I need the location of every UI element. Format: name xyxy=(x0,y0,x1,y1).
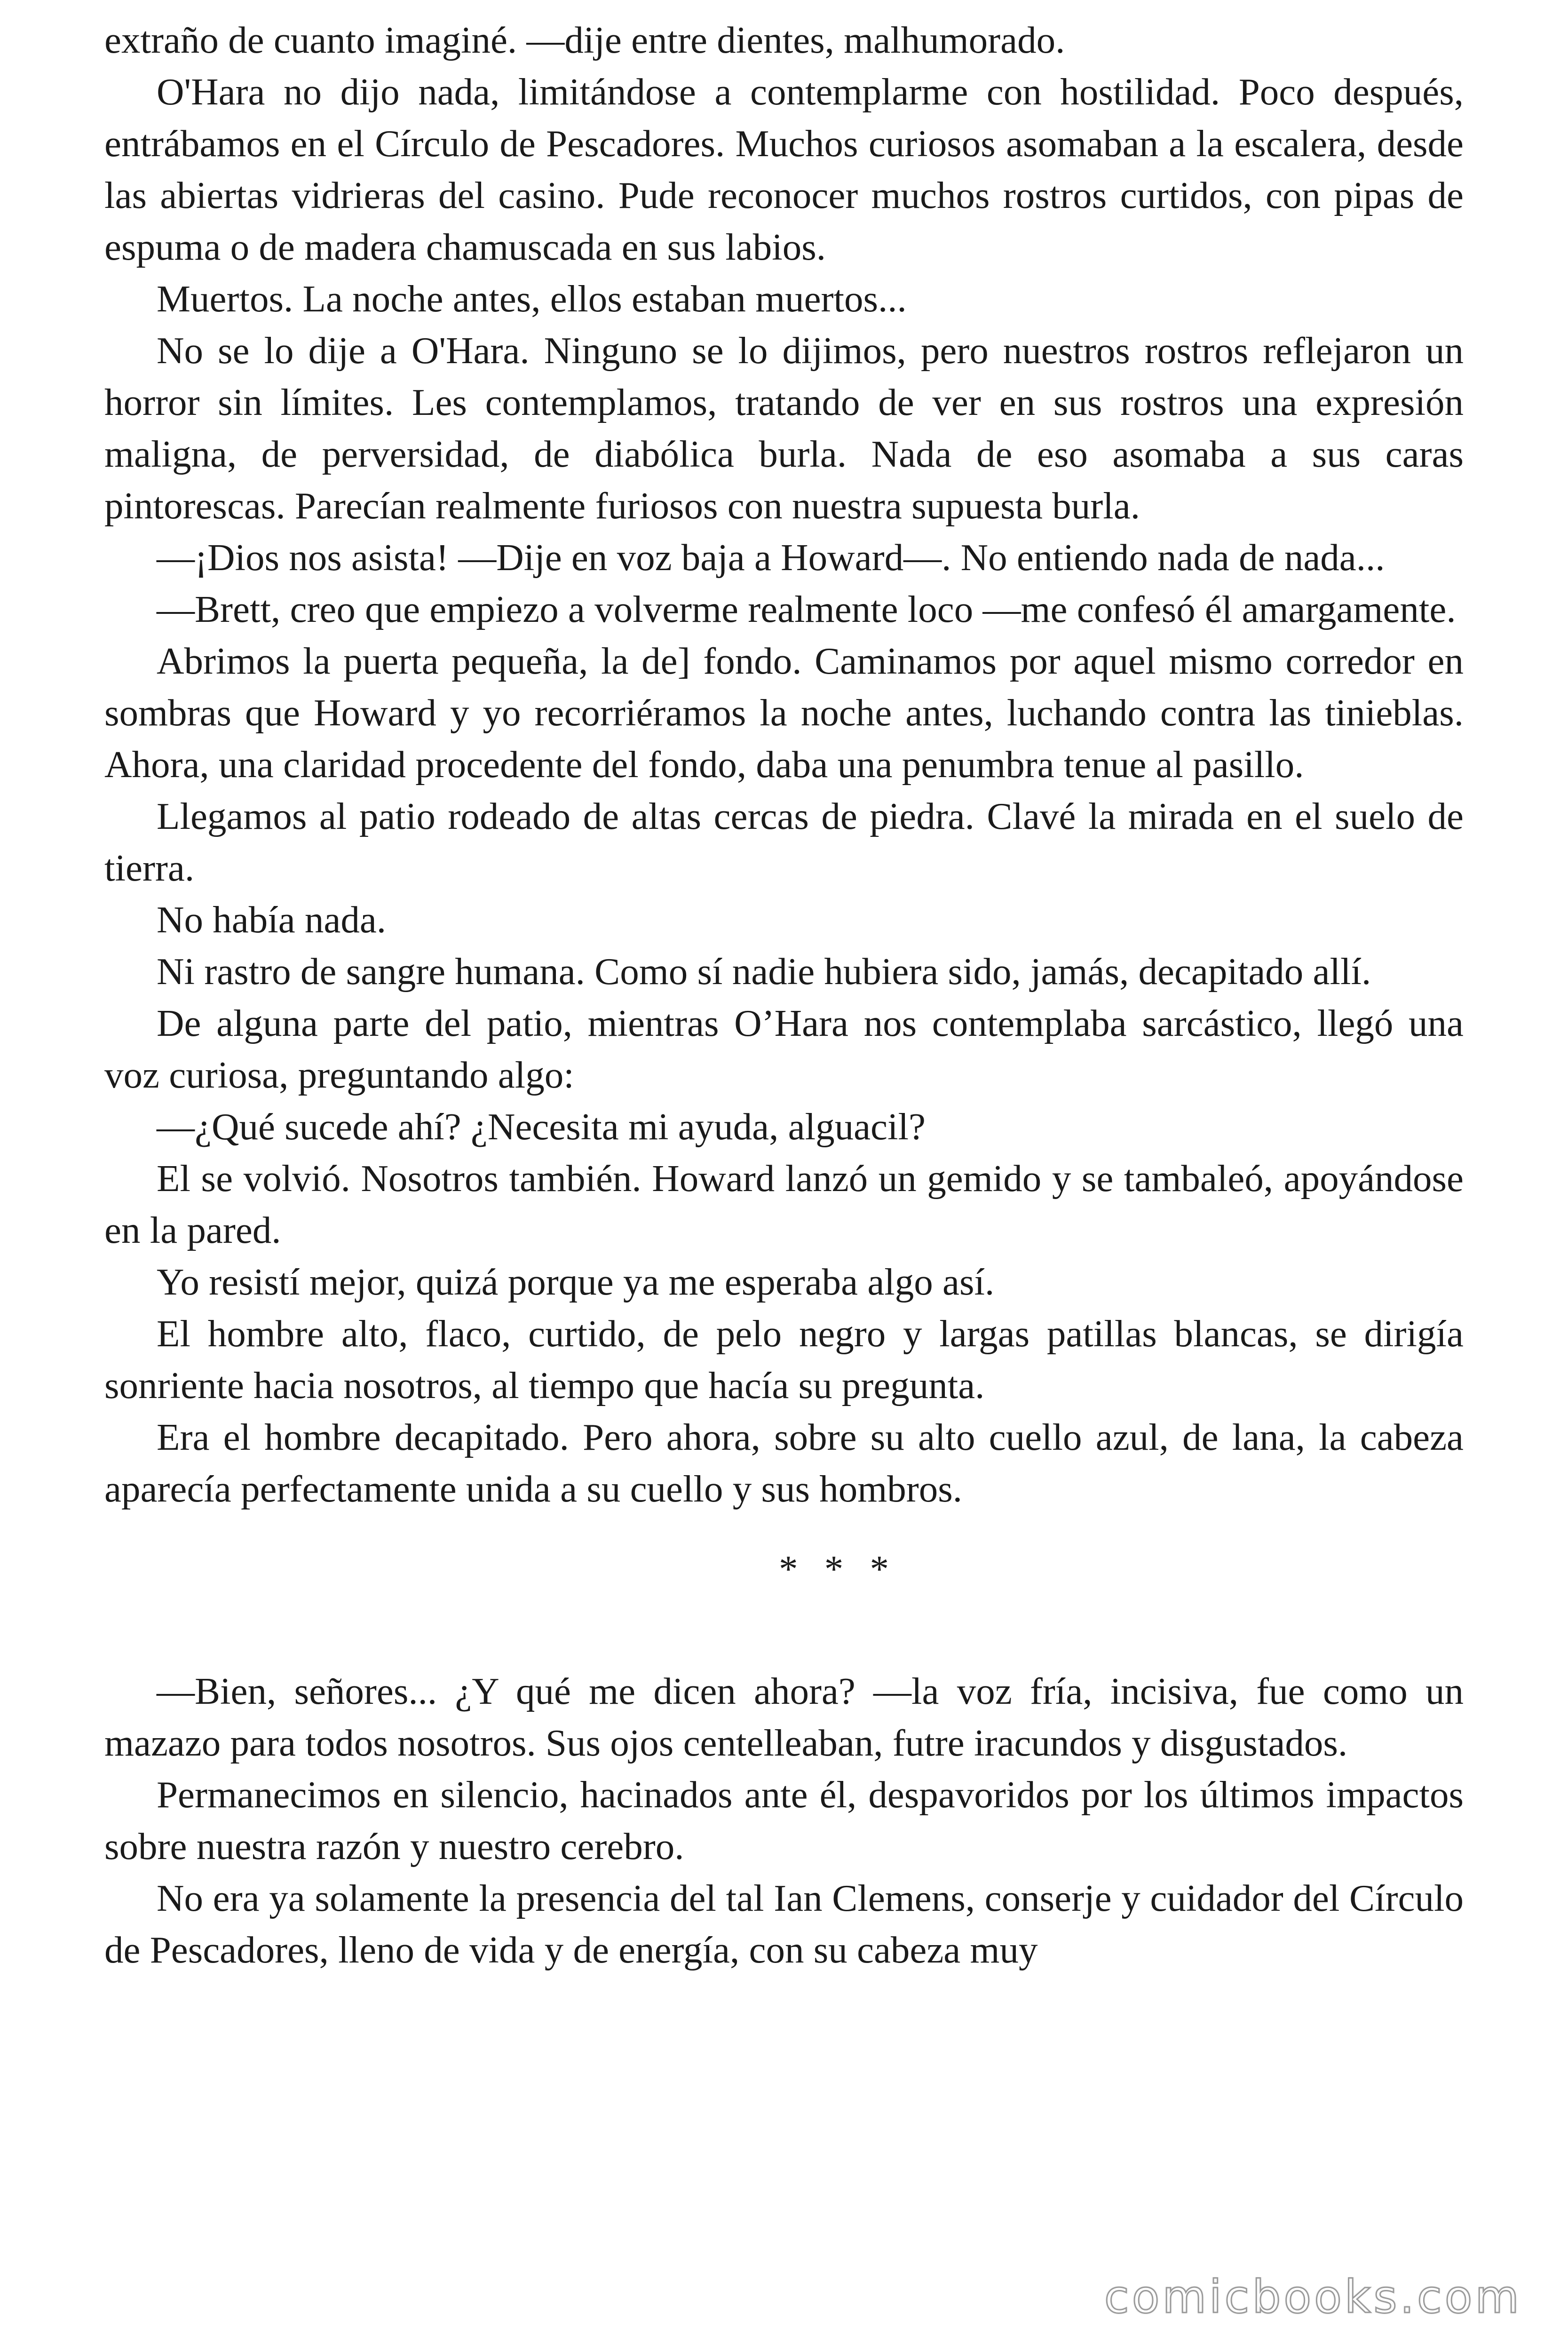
paragraph: extraño de cuanto imaginé. —dije entre dientes, malhumorado. xyxy=(104,19,1065,61)
paragraph: El hombre alto, flaco, curtido, de pelo negro y largas patillas blancas, se dirigía sonriente hacia nosotros, al tiempo que hacía su pregunta. xyxy=(104,1312,1464,1406)
paragraph: O'Hara no dijo nada, limitándose a contemplarme con hostilidad. Poco después, entrábamos en el Círculo de Pescadores. Muchos curiosos asomaban a la escalera, desde las abiertas vidrieras del casino. Pude reconocer muchos rostros curtidos, con pipas de espuma o de madera chamuscada en sus labios. xyxy=(104,71,1464,268)
watermark-logo: comicbooks.com xyxy=(1104,2271,1522,2323)
paragraph: Yo resistí mejor, quizá porque ya me esperaba algo así. xyxy=(157,1261,995,1303)
paragraph: Abrimos la puerta pequeña, la de] fondo. Caminamos por aquel mismo corredor en sombras que Howard y yo recorriéramos la noche antes, luchando contra las tinieblas. Ahora, una claridad procedente del fondo, daba una penumbra tenue al pasillo. xyxy=(104,640,1464,786)
text-block-bottom xyxy=(104,1665,1464,1976)
paragraph: Era el hombre decapitado. Pero ahora, sobre su alto cuello azul, de lana, la cabeza aparecía perfectamente unida a su cuello y sus hombros. xyxy=(104,1416,1464,1510)
text-block-top xyxy=(104,14,1464,1515)
paragraph: Ni rastro de sangre humana. Como sí nadie hubiera sido, jamás, decapitado allí. xyxy=(157,950,1371,993)
paragraph: Muertos. La noche antes, ellos estaban muertos... xyxy=(157,278,907,320)
scene-break: * * * xyxy=(779,1548,897,1590)
paragraph: No era ya solamente la presencia del tal Ian Clemens, conserje y cuidador del Círculo de Pescadores, lleno de vida y de energía, con su cabeza muy xyxy=(104,1877,1464,1971)
paragraph: —¡Dios nos asista! —Dije en voz baja a Howard—. No entiendo nada de nada... xyxy=(157,536,1385,579)
paragraph: El se volvió. Nosotros también. Howard lanzó un gemido y se tambaleó, apoyándose en la pared. xyxy=(104,1157,1464,1251)
paragraph: —Bien, señores... ¿Y qué me dicen ahora? —la voz fría, incisiva, fue como un mazazo para todos nosotros. Sus ojos centelleaban, futre iracundos y disgustados. xyxy=(104,1670,1464,1764)
paragraph: —¿Qué sucede ahí? ¿Necesita mi ayuda, alguacil? xyxy=(157,1105,926,1148)
paragraph: No había nada. xyxy=(157,898,387,941)
paragraph: —Brett, creo que empiezo a volverme realmente loco —me confesó él amargamente. xyxy=(157,588,1456,630)
paragraph: De alguna parte del patio, mientras O’Hara nos contemplaba sarcástico, llegó una voz curiosa, preguntando algo: xyxy=(104,1002,1464,1096)
document-page xyxy=(104,14,1464,1976)
paragraph: Permanecimos en silencio, hacinados ante él, despavoridos por los últimos impactos sobre nuestra razón y nuestro cerebro. xyxy=(104,1773,1464,1867)
paragraph: No se lo dije a O'Hara. Ninguno se lo dijimos, pero nuestros rostros reflejaron un horror sin límites. Les contemplamos, tratando de ver en sus rostros una expresión maligna, de perversidad, de diabólica burla. Nada de eso asomaba a sus caras pintorescas. Parecían realmente furiosos con nuestra supuesta burla. xyxy=(104,329,1464,527)
paragraph: Llegamos al patio rodeado de altas cercas de piedra. Clavé la mirada en el suelo de tierra. xyxy=(104,795,1464,889)
